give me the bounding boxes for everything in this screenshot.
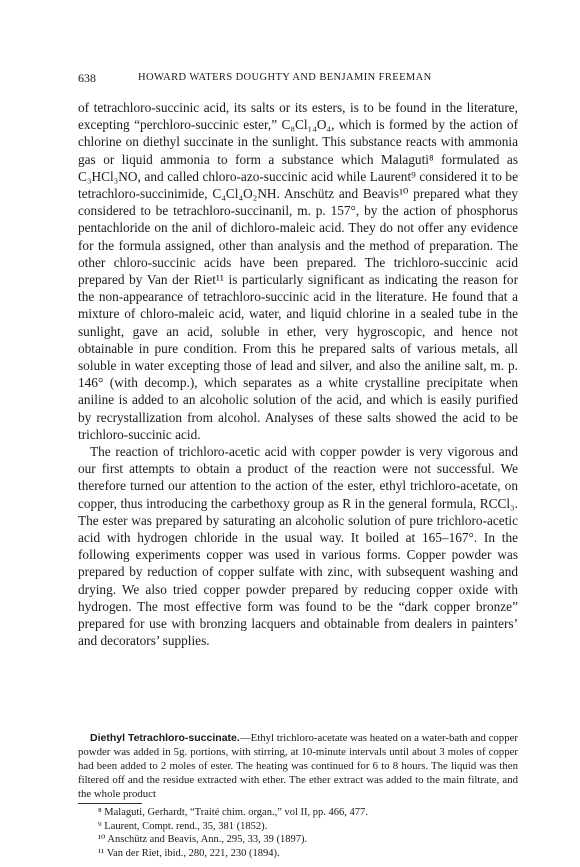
- paragraph-continued: of tetrachloro-succinic acid, its salts or its esters, is to be found in the literature, excepting “perchloro-succinic ester,” C₈Cl₁₄O₄, which is formed by the action of chlorine on diethyl succinate in the sunlight. This substance reacts with ammonia gas or liquid ammonia to form a substance which Malaguti⁸ formulated as C₃HCl₃NO, and called chloro-azo-succinic acid while Laurent⁹ considered it to be tetrachloro-succinimide, C₄Cl₄O₂NH. Anschütz and Beavis¹⁰ prepared what they considered to be tetrachloro-succinanil, m. p. 157°, by the action of phosphorus pentachloride on the anil of dichloro-maleic acid. They do not offer any evidence for the formula assigned, other than analysis and the method of preparation. The other chloro-succinic acids have been prepared. The trichloro-succinic acid prepared by Van der Riet¹¹ is particularly significant as indicating the reason for the non-appearance of tetrachloro-succinic acid in the literature. He found that a mixture of chloro-maleic acid, water, and liquid chlorine in a sealed tube in the sunlight, gave an acid, soluble in ether, very hygroscopic, and hence not obtainable in pure condition. From this he prepared salts of various metals, all soluble in water excepting those of lead and silver, and also the aniline salt, m. p. 146° (with decomp.), which separates as a white crystalline precipitate when aniline is added to an alcoholic solution of the acid, and which is easily purified by recrystallization from alcohol. Analyses of these salts showed the acid to be trichloro-succinic acid.: [78, 100, 518, 442]
- experimental-paragraph: [78, 731, 518, 801]
- experimental-section: [78, 731, 518, 801]
- footnotes: [78, 806, 518, 860]
- paragraph-copper-reaction: The reaction of trichloro-acetic acid with copper powder is very vigorous and our first attempts to obtain a product of the reaction were not successful. We therefore turned our attention to the action of the ester, ethyl trichloro-acetate, on copper, thus introducing the carbethoxy group as R in the general formula, RCCl₃. The ester was prepared by saturating an alcoholic solution of pure trichloro-acetic acid with hydrogen chloride in the usual way. It boiled at 165–167°. In the following experiments copper was used in various forms. Copper powder was prepared by reduction of copper sulfate with zinc, with subsequent washing and drying. We also tried copper powder prepared by reducing copper oxide with hydrogen. The most effective form was found to be the “dark copper bronze” prepared for use with bronzing lacquers and obtainable from dealers in painters’ and decorators’ supplies.: [78, 444, 518, 649]
- footnote-8: ⁸ Malaguti, Gerhardt, “Traité chim. organ.,” vol II, pp. 466, 477.: [98, 807, 368, 818]
- footnote-11: ¹¹ Van der Riet, ibid., 280, 221, 230 (1894).: [98, 847, 280, 859]
- body-text: [78, 99, 518, 650]
- running-title: HOWARD WATERS DOUGHTY AND BENJAMIN FREEMAN: [138, 72, 432, 83]
- experimental-heading: Diethyl Tetrachloro-succinate.: [90, 732, 240, 744]
- footnote-rule: [78, 803, 142, 804]
- footnote-10: ¹⁰ Anschütz and Beavis, Ann., 295, 33, 39 (1897).: [98, 834, 308, 846]
- page-header: [78, 70, 518, 86]
- experimental-text: —Ethyl trichloro-acetate was heated on a water-bath and copper powder was added in 5g. portions, with stirring, at 10-minute intervals until about 3 moles of copper had been added to 2 moles of ester. The heating was continued for 6 to 8 hours. The liquid was then filtered off and the residue extracted with ether. The ether extract was added to the main filtrate, and the whole product: [78, 732, 518, 800]
- page-number: 638: [78, 71, 96, 85]
- footnote-9: ⁹ Laurent, Compt. rend., 35, 381 (1852).: [98, 820, 268, 832]
